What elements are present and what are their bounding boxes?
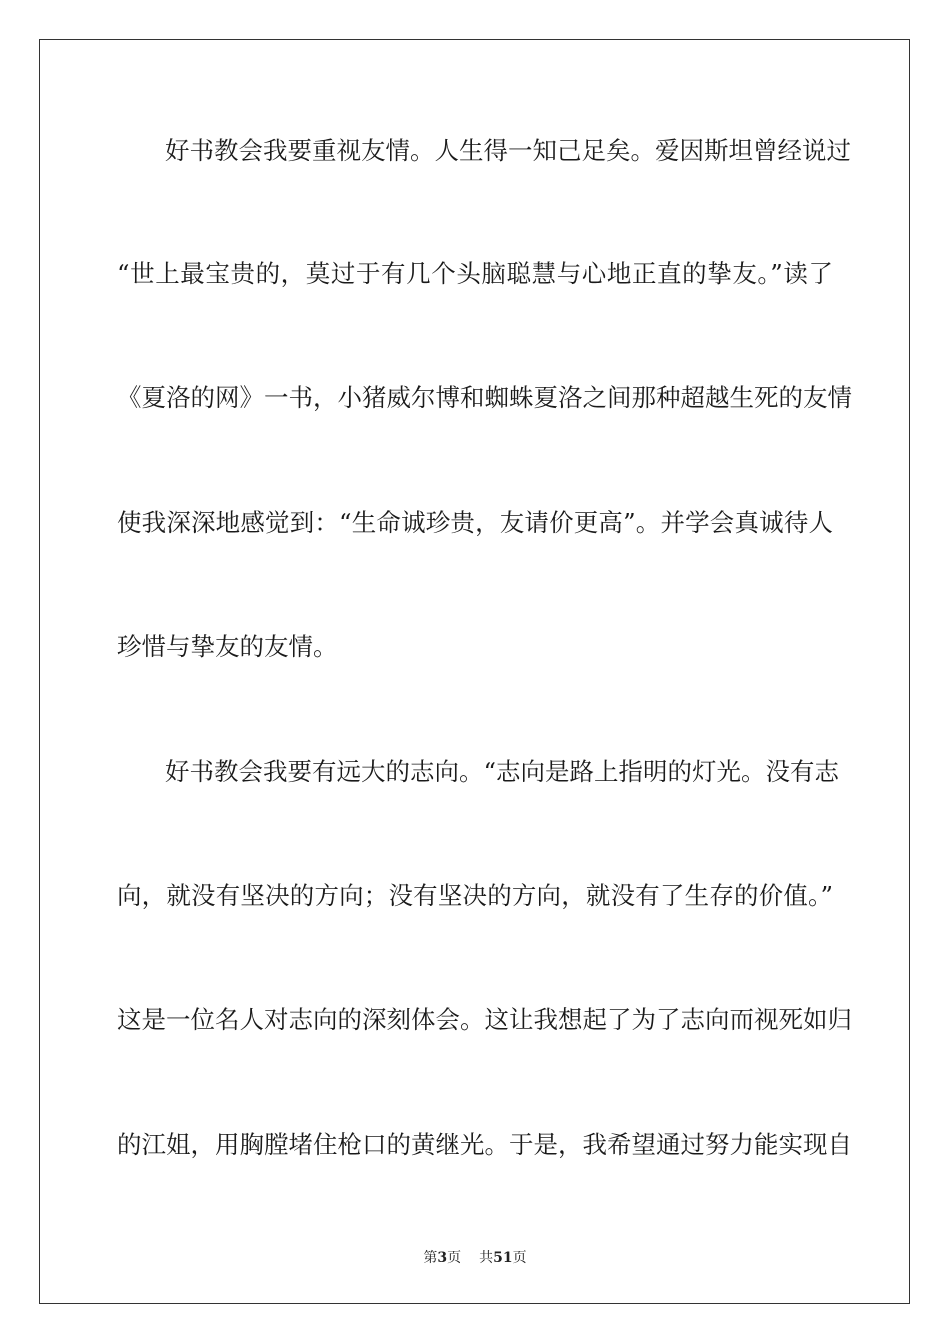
text-line: “世上最宝贵的，莫过于有几个头脑聪慧与心地正直的挚友。”读了 (117, 259, 833, 288)
text-line: 使我深深地感觉到：“生命诚珍贵，友请价更高”。并学会真诚待人 (117, 508, 833, 537)
text-line: 《夏洛的网》一书，小猪威尔博和蜘蛛夏洛之间那种超越生死的友情 (117, 383, 852, 412)
footer-total-suffix: 页 (512, 1250, 527, 1266)
footer-page-number: 3 (437, 1250, 448, 1266)
text-line: 的江姐，用胸膛堵住枪口的黄继光。于是，我希望通过努力能实现自 (117, 1130, 852, 1159)
footer-total-pages: 51 (493, 1250, 513, 1266)
text-line: 好书教会我要重视友情。人生得一知己足矣。爱因斯坦曾经说过 (165, 136, 851, 165)
text-line: 这是一位名人对志向的深刻体会。这让我想起了为了志向而视死如归 (117, 1005, 852, 1034)
page-footer (0, 1247, 950, 1267)
footer-page-prefix: 第 (423, 1250, 438, 1266)
page-border (39, 39, 910, 1304)
footer-page-suffix: 页 (447, 1250, 462, 1266)
text-line: 珍惜与挚友的友情。 (117, 632, 338, 661)
text-line: 向，就没有坚决的方向；没有坚决的方向，就没有了生存的价值。” (117, 881, 833, 910)
footer-total-prefix: 共 (479, 1250, 494, 1266)
text-line: 好书教会我要有远大的志向。“志向是路上指明的灯光。没有志 (165, 757, 840, 786)
